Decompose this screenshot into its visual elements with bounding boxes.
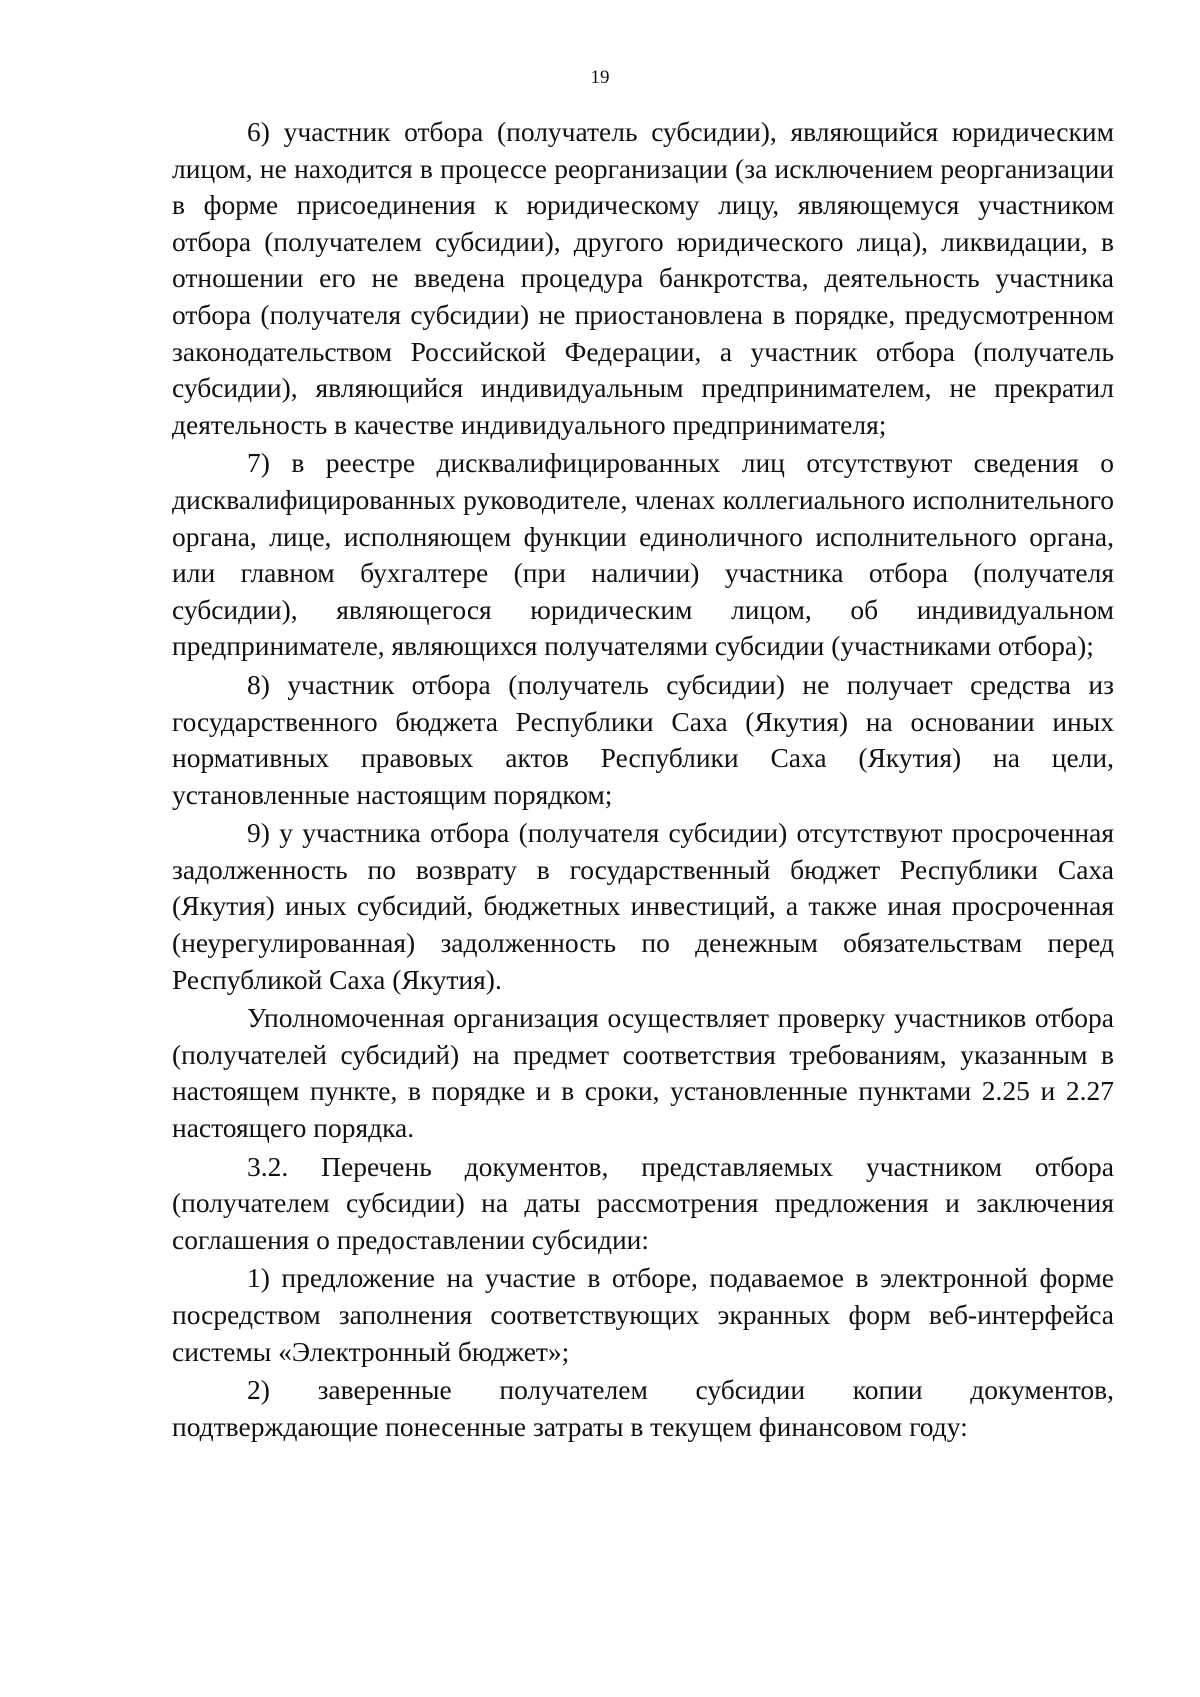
- page-number: 19: [590, 67, 610, 88]
- document-body: [172, 114, 1114, 1445]
- paragraph-verification-note: Уполномоченная организация осуществляет проверку участников отбора (получателей субсидий) на предмет соответствия требованиям, указанным в настоящем пункте, в порядке и в сроки, установленные пунктами 2.25 и 2.27 настоящего порядка.: [172, 1002, 1114, 1144]
- paragraph-item-8: 8) участник отбора (получатель субсидии) не получает средства из государственного бюджета Республики Саха (Якутия) на основании иных нормативных правовых актов Республики Саха (Якутия) на цели, установленные настоящим порядком;: [172, 668, 1114, 810]
- paragraph-item-6: 6) участник отбора (получатель субсидии), являющийся юридическим лицом, не находится в процессе реорганизации (за исключением реорганизации в форме присоединения к юридическому лицу, являющемуся участником отбора (получателем субсидии), другого юридического лица), ликвидации, в отношении его не введена процедура банкротства, деятельность участника отбора (получателя субсидии) не приостановлена в порядке, предусмотренном законодательством Российской Федерации, а участник отбора (получатель субсидии), являющийся индивидуальным предпринимателем, не прекратил деятельность в качестве индивидуального предпринимателя;: [172, 116, 1114, 440]
- paragraph-section-3-2: 3.2. Перечень документов, представляемых участником отбора (получателем субсидии) на даты рассмотрения предложения и заключения соглашения о предоставлении субсидии:: [172, 1150, 1114, 1255]
- paragraph-doc-item-1: 1) предложение на участие в отборе, подаваемое в электронной форме посредством заполнения соответствующих экранных форм веб-интерфейса системы «Электронный бюджет»;: [172, 1262, 1114, 1367]
- paragraph-item-9: 9) у участника отбора (получателя субсидии) отсутствуют просроченная задолженность по возврату в государственный бюджет Республики Саха (Якутия) иных субсидий, бюджетных инвестиций, а также иная просроченная (неурегулированная) задолженность по денежным обязательствам перед Республикой Саха (Якутия).: [172, 817, 1114, 995]
- paragraph-doc-item-2: 2) заверенные получателем субсидии копии документов, подтверждающие понесенные затраты в текущем финансовом году:: [172, 1374, 1114, 1442]
- paragraph-item-7: 7) в реестре дисквалифицированных лиц отсутствуют сведения о дисквалифицированных руководителе, членах коллегиального исполнительного органа, лице, исполняющем функции единоличного исполнительного органа, или главном бухгалтере (при наличии) участника отбора (получателя субсидии), являющегося юридическим лицом, об индивидуальном предпринимателе, являющихся получателями субсидии (участниками отбора);: [172, 447, 1114, 662]
